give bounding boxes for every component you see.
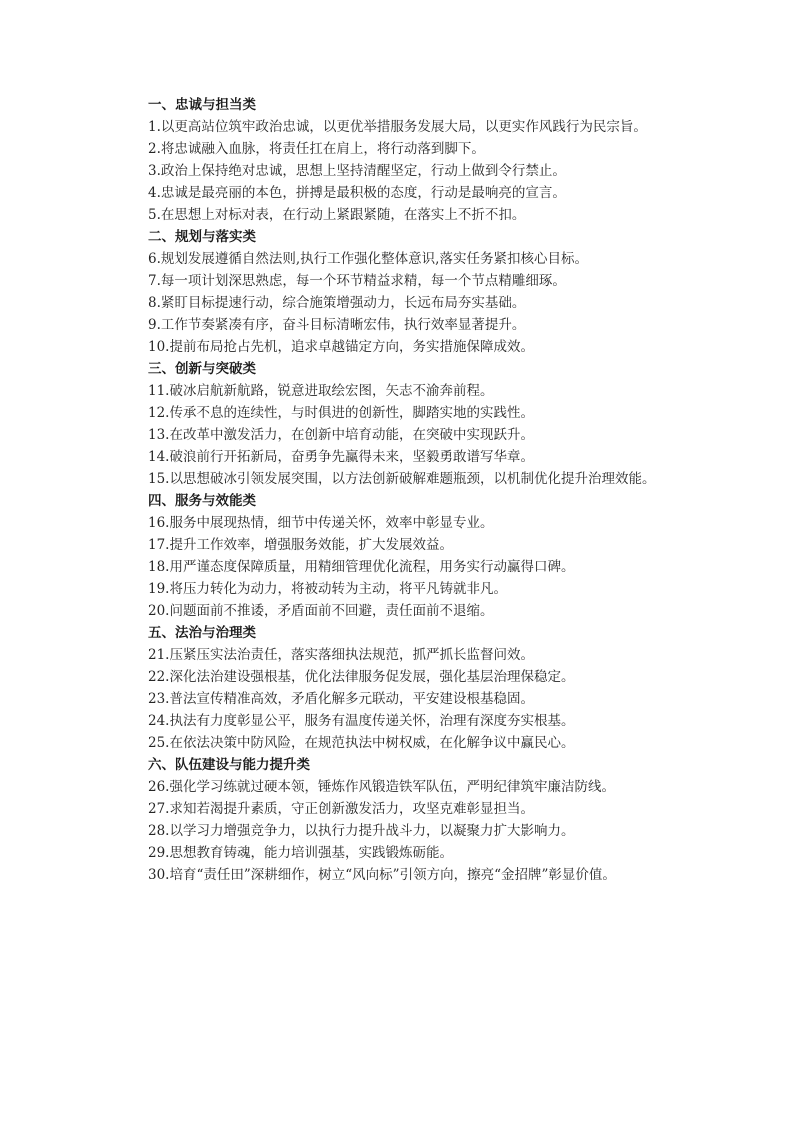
list-item: 4.忠诚是最亮丽的本色，拼搏是最积极的态度，行动是最响亮的宣言。 [148,185,566,201]
list-item: 12.传承不息的连续性，与时俱进的创新性，脚踏实地的实践性。 [148,405,534,421]
section-heading: 三、创新与突破类 [148,361,256,377]
list-item: 17.提升工作效率，增强服务效能，扩大发展效益。 [148,537,453,553]
list-item: 7.每一项计划深思熟虑，每一个环节精益求精，每一个节点精雕细琢。 [148,273,566,289]
list-item: 14.破浪前行开拓新局，奋勇争先赢得未来，坚毅勇敢谱写华章。 [148,449,534,465]
list-item: 11.破冰启航新航路，锐意进取绘宏图，矢志不渝奔前程。 [148,383,494,399]
list-item: 5.在思想上对标对表，在行动上紧跟紧随，在落实上不折不扣。 [148,207,526,223]
list-item: 9.工作节奏紧凑有序，奋斗目标清晰宏伟，执行效率显著提升。 [148,317,526,333]
list-item: 24.执法有力度彰显公平，服务有温度传递关怀，治理有深度夯实根基。 [148,713,575,729]
list-item: 30.培育“责任田”深耕细作，树立“风向标”引领方向，擦亮“金招牌”彰显价值。 [148,867,616,883]
section-heading: 四、服务与效能类 [148,493,256,509]
list-item: 15.以思想破冰引领发展突围，以方法创新破解难题瓶颈，以机制优化提升治理效能。 [148,471,656,487]
list-item: 10.提前布局抢占先机，追求卓越锚定方向，务实措施保障成效。 [148,339,534,355]
list-item: 18.用严谨态度保障质量，用精细管理优化流程，用务实行动赢得口碑。 [148,559,575,575]
list-item: 22.深化法治建设强根基，优化法律服务促发展，强化基层治理保稳定。 [148,669,575,685]
section-rule-of-law [120,622,676,754]
list-item: 21.压紧压实法治责任，落实落细执法规范，抓严抓长监督问效。 [148,647,534,663]
section-heading: 六、队伍建设与能力提升类 [148,757,310,773]
list-item: 29.思想教育铸魂，能力培训强基，实践锻炼砺能。 [148,845,453,861]
section-planning [120,226,676,358]
list-item: 25.在依法决策中防风险，在规范执法中树权威，在化解争议中赢民心。 [148,735,575,751]
list-item: 6.规划发展遵循自然法则,执行工作强化整体意识,落实任务紧扣核心目标。 [148,251,588,267]
list-item: 27.求知若渴提升素质，守正创新激发活力，攻坚克难彰显担当。 [148,801,534,817]
section-heading: 二、规划与落实类 [148,229,256,245]
list-item: 3.政治上保持绝对忠诚，思想上坚持清醒坚定，行动上做到令行禁止。 [148,163,566,179]
list-item: 23.普法宣传精准高效，矛盾化解多元联动，平安建设根基稳固。 [148,691,534,707]
section-heading: 一、忠诚与担当类 [148,97,256,113]
list-item: 19.将压力转化为动力，将被动转为主动，将平凡铸就非凡。 [148,581,507,597]
list-item: 28.以学习力增强竞争力，以执行力提升战斗力，以凝聚力扩大影响力。 [148,823,575,839]
section-heading: 五、法治与治理类 [148,625,256,641]
list-item: 13.在改革中激发活力，在创新中培育动能，在突破中实现跃升。 [148,427,534,443]
list-item: 20.问题面前不推诿，矛盾面前不回避，责任面前不退缩。 [148,603,494,619]
list-item: 16.服务中展现热情，细节中传递关怀，效率中彰显专业。 [148,515,494,531]
document-body [120,94,676,886]
section-innovation [120,358,676,490]
list-item: 1.以更高站位筑牢政治忠诚，以更优举措服务发展大局，以更实作风践行为民宗旨。 [148,119,647,135]
section-team-building [120,754,676,886]
list-item: 26.强化学习练就过硬本领，锤炼作风锻造铁军队伍，严明纪律筑牢廉洁防线。 [148,779,615,795]
list-item: 8.紧盯目标提速行动，综合施策增强动力，长远布局夯实基础。 [148,295,526,311]
section-service [120,490,676,622]
list-item: 2.将忠诚融入血脉，将责任扛在肩上，将行动落到脚下。 [148,141,485,157]
section-loyalty [120,94,676,226]
